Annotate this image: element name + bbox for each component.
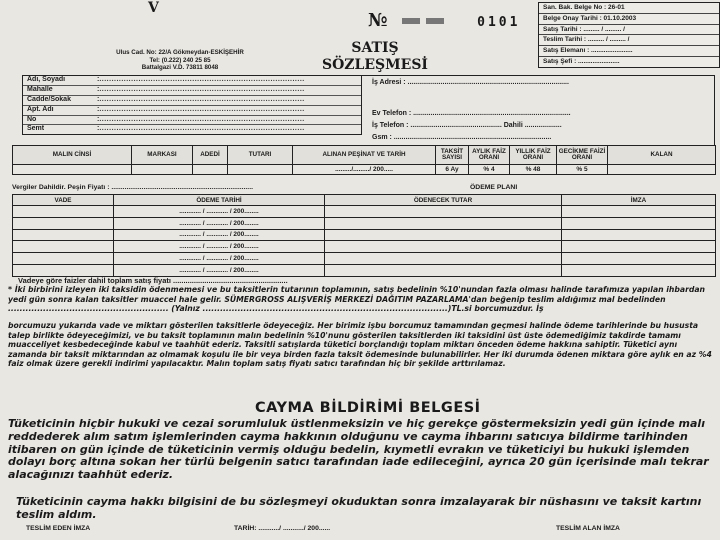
field-label: Mahalle (27, 85, 53, 93)
cell-imza[interactable] (562, 241, 716, 253)
signature-deliverer[interactable]: TESLİM EDEN İMZA (26, 525, 91, 532)
payment-row (13, 264, 716, 276)
cell-imza[interactable] (562, 264, 716, 276)
sales-row (13, 165, 716, 175)
col-header: ÖDENECEK TUTAR (325, 195, 562, 206)
field-dots: .................................................................................... (99, 105, 305, 113)
cell-yillik-faiz: % 48 (510, 165, 557, 175)
field-dots: .................................................................................... (99, 95, 305, 103)
cell-tutar[interactable] (325, 229, 562, 241)
payment-row (13, 229, 716, 241)
sales-table (12, 145, 716, 175)
field-label: Apt. Adı (27, 105, 54, 113)
cell-taksit: 6 Ay (436, 165, 469, 175)
clause-installments: * İki birbirini izleyen iki taksidin ödenmemesi ve bu taksitlerin tutarının toplamının, satış bedelinin %10'nundan fazla olması halinde tarafımıza yapılan ihbardan yedi gün sonra kalan taksitler muaccel hale gelir. SÜMERGROSS ALIŞVERİŞ MERKEZİ DAĞITIM PAZARLAMA'dan beğenip teslim aldığımız mal bedelinden ....................................................... (Yalnız ....................................................................................)TL.si borcumuzdur. İş (8, 285, 706, 314)
info-row: Satış Elemanı : ....................... (539, 46, 719, 57)
col-header: MARKASI (132, 146, 193, 165)
cell-odeme-tarihi[interactable]: ............ / ............ / 200........ (114, 206, 325, 218)
info-row: Satış Şefi : ....................... (543, 57, 620, 65)
col-header: İMZA (562, 195, 716, 206)
cell-pesinat[interactable]: ........./........./ 200..... (293, 165, 436, 175)
customer-fields (22, 75, 362, 135)
sales-table-header (13, 146, 716, 165)
cell-tutar[interactable] (325, 241, 562, 253)
info-row: Satış Tarihi : ......... / ......... / (539, 25, 719, 36)
field-is-telefon[interactable]: İş Telefon : ............................................... Dahili ................... (372, 122, 562, 129)
cell-odeme-tarihi[interactable]: ............ / ............ / 200........ (114, 241, 325, 253)
payment-row (13, 253, 716, 265)
total-price-line: Vadeye göre faizler dahil toplam satış fiyatı ....................................................... (18, 276, 288, 285)
cell-markasi[interactable] (132, 165, 193, 175)
col-header: ALINAN PEŞİNAT VE TARİH (293, 146, 436, 165)
cell-malin-cinsi[interactable] (13, 165, 132, 175)
logo-mark: V (148, 0, 159, 16)
field-ev-telefon[interactable]: Ev Telefon : ................................................................................. (372, 110, 571, 117)
cell-imza[interactable] (562, 253, 716, 265)
field-gsm[interactable]: Gsm : ................................................................................. (372, 134, 552, 141)
cayma-acknowledgement: Tüketicinin cayma hakkı bilgisini de bu sözleşmeyi okuduktan sonra imzalayarak bir nüshasını ve taksit kartını teslim aldım. (16, 495, 702, 521)
cell-tutar[interactable] (325, 206, 562, 218)
serial-prefix: № (368, 10, 389, 31)
company-line: Battalgazi V.D. 73811 8048 (141, 64, 219, 71)
payment-table (12, 194, 716, 277)
cell-aylik-faiz: % 4 (469, 165, 510, 175)
field-label: Cadde/Sokak (27, 95, 71, 103)
cell-odeme-tarihi[interactable]: ............ / ............ / 200........ (114, 229, 325, 241)
cell-odeme-tarihi[interactable]: ............ / ............ / 200........ (114, 217, 325, 229)
cell-vade[interactable] (13, 253, 114, 265)
cell-tutari[interactable] (228, 165, 293, 175)
cell-imza[interactable] (562, 206, 716, 218)
col-header: GECİKME FAİZİ ORANI (557, 146, 608, 165)
document-info-box (538, 2, 720, 68)
cell-tutar[interactable] (325, 264, 562, 276)
field-dots: .................................................................................... (99, 125, 305, 133)
clause-debt: borcumuzu yukarıda vade ve miktarı gösterilen taksitlerle ödeyeceğiz. Her birimiz işbu borcumuz tamamından geçmesi halinde ödeme tarihlerinde bu hususta talep birlikte ödeyeceğimizi, ve bu taksit toplamının malın bedelinin %10'nunu gösterilen taksitlerden iki taksidini üst üste ödemediğimiz takdirde tamamı muacceliyet kesbedeceğinde kabul ve taahhüt ederiz. Taksitli satışlarda tüketici borçlandığı toplam miktarı önceden ödeme hakkına sahiptir. Tüketici aynı zamanda bir taksit miktarından az olmamak koşulu ile bir veya birden fazla taksit ödemesinde bulunabilirler. Her iki durumda ödenen miktara göre aylık en az %4 faiz olmak üzere gerekli indirimi yapılacaktır. Malın toplam satış fiyatı satıcı tarafından hiç bir şekilde arttırılamaz. (8, 321, 712, 369)
field-no[interactable]: No :.................................................................................... (23, 116, 361, 126)
col-header: KALAN (608, 146, 716, 165)
cell-vade[interactable] (13, 229, 114, 241)
col-header: AYLIK FAİZ ORANI (469, 146, 510, 165)
cell-kalan[interactable] (608, 165, 716, 175)
signature-receiver[interactable]: TESLİM ALAN İMZA (556, 525, 620, 532)
cayma-title: CAYMA BİLDİRİMİ BELGESİ (255, 400, 481, 416)
title-line: SÖZLEŞMESİ (322, 57, 428, 73)
col-header: ADEDİ (193, 146, 228, 165)
col-header: VADE (13, 195, 114, 206)
contact-fields (360, 75, 715, 156)
serial-value: 0101 (477, 15, 521, 30)
field-dots: .................................................................................... (99, 115, 305, 123)
field-apt[interactable]: Apt. Adı :.................................................................................... (23, 106, 361, 116)
cell-vade[interactable] (13, 241, 114, 253)
col-header: YILLIK FAİZ ORANI (510, 146, 557, 165)
serial-number (368, 10, 520, 31)
cell-vade[interactable] (13, 264, 114, 276)
payment-row (13, 206, 716, 218)
company-line: Tel: (0.222) 240 25 85 (149, 56, 211, 64)
field-semt[interactable]: Semt :.................................................................................... (27, 125, 305, 133)
field-label: Semt (27, 125, 45, 133)
company-line: Ulus Cad. No: 22/A Gökmeydan-ESKİŞEHİR (116, 49, 244, 56)
field-label: Adı, Soyadı (27, 76, 66, 83)
cell-odeme-tarihi[interactable]: ............ / ............ / 200........ (114, 253, 325, 265)
field-dots: .................................................................................... (99, 76, 305, 83)
cell-odeme-tarihi[interactable]: ............ / ............ / 200........ (114, 264, 325, 276)
cell-imza[interactable] (562, 217, 716, 229)
field-cadde[interactable]: Cadde/Sokak :.................................................................................... (23, 96, 361, 106)
cell-gecikme-faiz: % 5 (557, 165, 608, 175)
info-row: Belge Onay Tarihi : 01.10.2003 (539, 14, 719, 25)
company-address (100, 49, 260, 72)
field-mahalle[interactable]: Mahalle :.................................................................................... (23, 86, 361, 96)
col-header: TUTARI (228, 146, 293, 165)
title-line: SATIŞ (351, 40, 399, 56)
cell-tutar[interactable] (325, 253, 562, 265)
cell-adedi[interactable] (193, 165, 228, 175)
col-header: TAKSİT SAYISI (436, 146, 469, 165)
cell-vade[interactable] (13, 206, 114, 218)
ink-blot (426, 18, 444, 24)
payment-plan-label: ÖDEME PLANI (470, 184, 518, 191)
info-row: Teslim Tarihi : ......... / ......... / (539, 35, 719, 46)
payment-row (13, 241, 716, 253)
field-label: No (27, 115, 37, 123)
cayma-body: Tüketicinin hiçbir hukuki ve cezai sorumluluk üstlenmeksizin ve hiç gerekçe göstermeksizin yedi gün içinde malı reddederek alım satım işlemlerinden cayma hakkının olduğunu ve cayma ihbarını satıcıya bildirme tarihinden itibaren on gün içinde de tüketicinin vermiş olduğu bedelin, kıymetli evrakın ve tüketiciyi bu hukuki işlemden dolayı borç altına sokan her türlü belgenin satıcı tarafından iade edileceğini, ayrıca 20 gün içerisinde malı tekrar alacağınızı taahhüt ederiz. (8, 417, 709, 482)
ink-blot (402, 18, 420, 24)
payment-row (13, 217, 716, 229)
vergi-line: Vergiler Dahildir. Peşin Fiyatı : ........................................................................... (12, 184, 253, 191)
cell-vade[interactable] (13, 217, 114, 229)
col-header: ÖDEME TARİHİ (114, 195, 325, 206)
payment-table-header (13, 195, 716, 206)
info-row: San. Bak. Belge No : 26-01 (539, 3, 719, 14)
form-title (300, 40, 450, 74)
field-name[interactable]: Adı, Soyadı :.................................................................................... (23, 76, 361, 86)
col-header: MALIN CİNSİ (13, 146, 132, 165)
cell-imza[interactable] (562, 229, 716, 241)
field-is-adresi[interactable]: İş Adresi : ................................................................................... (372, 79, 569, 86)
cell-tutar[interactable] (325, 217, 562, 229)
signature-date[interactable]: TARİH: .........../ .........../ 200...... (234, 525, 331, 532)
field-dots: .................................................................................... (99, 85, 305, 93)
